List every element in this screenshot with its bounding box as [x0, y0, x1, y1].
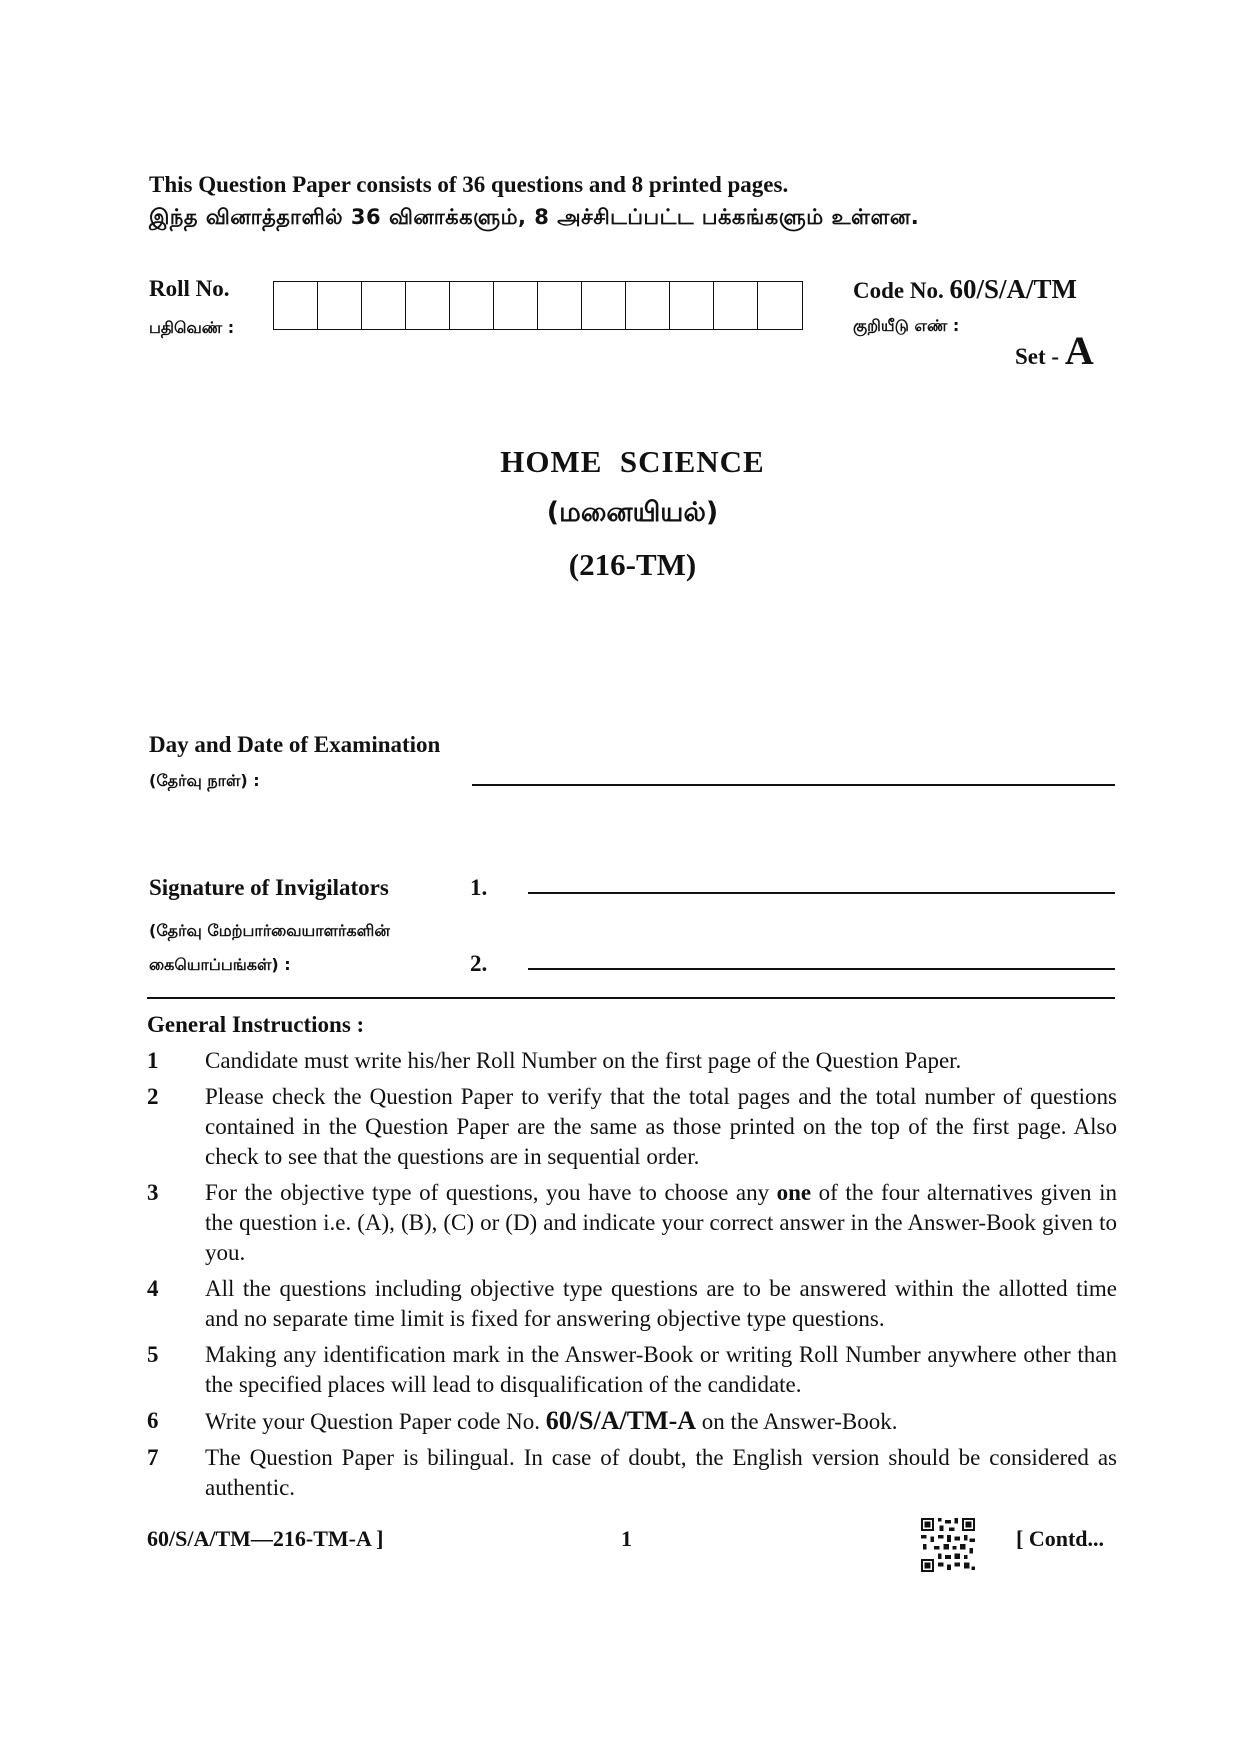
exam-date-label-tamil: (தேர்வு நாள்) : [149, 771, 260, 790]
roll-digit-box[interactable] [670, 282, 714, 329]
roll-number-boxes [273, 281, 803, 330]
instruction-number: 6 [147, 1408, 159, 1433]
signature-line-2[interactable] [528, 968, 1115, 970]
instruction-item [147, 1443, 1117, 1503]
instruction-item [147, 1406, 1117, 1437]
instruction-number: 7 [147, 1445, 159, 1470]
roll-digit-box[interactable] [450, 282, 494, 329]
footer-code: 60/S/A/TM—216-TM-A ] [147, 1526, 384, 1551]
code-no [853, 274, 1077, 305]
invigilator-signature-label: Signature of Invigilators [149, 875, 389, 900]
instruction-text: All the questions including objective type questions are to be answered within the allotted time and no separate time limit is fixed for answering objective type questions. [205, 1276, 1117, 1331]
roll-no-label-tamil: பதிவெண் : [149, 318, 235, 337]
instruction-number: 4 [147, 1276, 159, 1301]
exam-date-label: Day and Date of Examination [149, 732, 441, 757]
paper-info-english: This Question Paper consists of 36 questions and 8 printed pages. [149, 172, 789, 197]
continued-label: [ Contd... [1016, 1526, 1105, 1551]
instruction-item [147, 1274, 1117, 1334]
instruction-text-part: of the four alternatives given in the question i.e. (A), (B), (C) or (D) and indicate your correct answer in the Answer-Book given to you. [205, 1180, 1117, 1265]
signature-number-2: 2. [470, 951, 488, 976]
instruction-text: The Question Paper is bilingual. In case of doubt, the English version should be considered as authentic. [205, 1445, 1117, 1500]
section-divider [147, 997, 1115, 999]
instruction-emphasis: one [776, 1180, 812, 1205]
subject-title: HOME SCIENCE [500, 444, 765, 479]
page-number: 1 [621, 1526, 632, 1551]
instruction-text: Please check the Question Paper to verify that the total pages and the total number of questions contained in the Question Paper are the same as those printed on the top of the first page. Also check to see that the questions are in sequential order. [205, 1084, 1117, 1169]
instruction-number: 3 [147, 1180, 159, 1205]
instruction-text: Candidate must write his/her Roll Number on the first page of the Question Paper. [205, 1048, 962, 1073]
instruction-text [205, 1178, 1117, 1268]
invigilator-signature-label-tamil-2: கையொப்பங்கள்) : [149, 955, 291, 974]
set-indicator [1015, 327, 1094, 374]
roll-digit-box[interactable] [758, 282, 802, 329]
instruction-item [147, 1082, 1117, 1172]
roll-digit-box[interactable] [362, 282, 406, 329]
instruction-number: 2 [147, 1084, 159, 1109]
roll-digit-box[interactable] [318, 282, 362, 329]
set-label: Set - [1015, 344, 1060, 369]
instruction-item [147, 1178, 1117, 1268]
code-no-value: 60/S/A/TM [949, 274, 1077, 304]
instruction-number: 1 [147, 1048, 159, 1073]
general-instructions-heading: General Instructions : [147, 1012, 365, 1037]
instruction-item [147, 1340, 1117, 1400]
roll-digit-box[interactable] [714, 282, 758, 329]
invigilator-signature-label-tamil: (தேர்வு மேற்பார்வையாளர்களின் [149, 921, 390, 940]
signature-number-1: 1. [470, 875, 488, 900]
roll-digit-box[interactable] [494, 282, 538, 329]
instruction-text: Making any identification mark in the Answer-Book or writing Roll Number anywhere other than the specified places will lead to disqualification of the candidate. [205, 1342, 1117, 1397]
instruction-number: 5 [147, 1342, 159, 1367]
roll-digit-box[interactable] [538, 282, 582, 329]
exam-date-line[interactable] [472, 784, 1115, 786]
roll-digit-box[interactable] [406, 282, 450, 329]
roll-digit-box[interactable] [626, 282, 670, 329]
roll-digit-box[interactable] [582, 282, 626, 329]
code-no-label: Code No. [853, 278, 944, 303]
signature-line-1[interactable] [528, 892, 1115, 894]
roll-no-label: Roll No. [149, 276, 230, 301]
instruction-item [147, 1046, 1117, 1076]
subject-title-tamil: (மனையியல்) [546, 497, 719, 528]
code-no-label-tamil: குறியீடு எண் : [853, 316, 960, 335]
instructions-list [147, 1046, 1117, 1509]
instruction-text [205, 1406, 1117, 1437]
instruction-text-part: For the objective type of questions, you have to choose any [205, 1180, 777, 1205]
instruction-text-part: Write your Question Paper code No. [205, 1409, 546, 1434]
set-value: A [1064, 328, 1094, 373]
paper-info-tamil: இந்த வினாத்தாளில் 36 வினாக்களும், 8 அச்சிடப்பட்ட பக்கங்களும் உள்ளன. [149, 205, 920, 229]
answer-book-code: 60/S/A/TM-A [545, 1406, 697, 1435]
instruction-text-part: on the Answer-Book. [696, 1409, 898, 1434]
subject-code: (216-TM) [568, 547, 697, 582]
roll-digit-box[interactable] [274, 282, 318, 329]
qr-code-icon [921, 1518, 975, 1572]
